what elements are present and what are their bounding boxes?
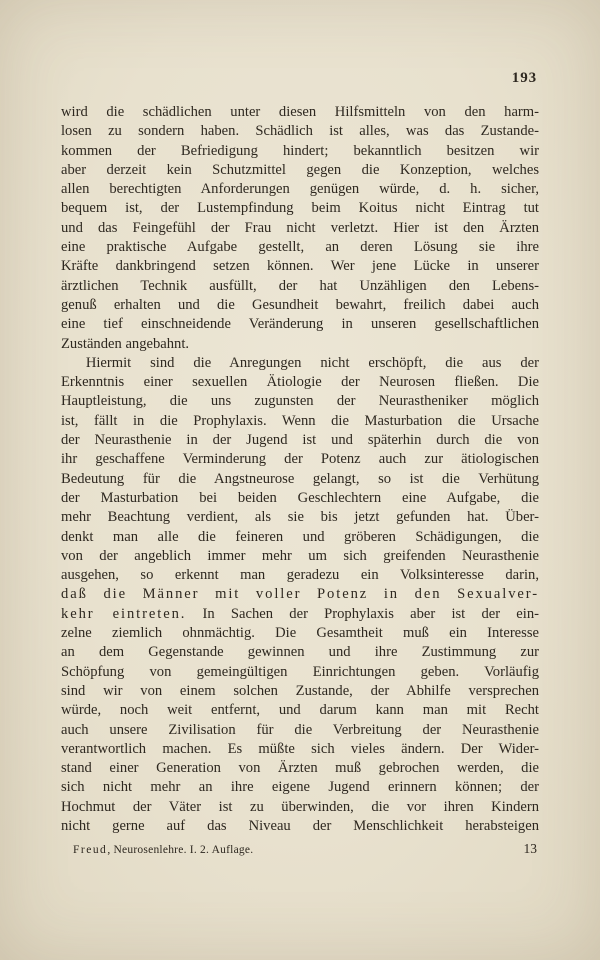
body-text: denkt man alle die feineren und gröberen Schädigungen, die: [61, 528, 539, 545]
body-text: eine tief einschneidende Veränderung in unseren gesellschaftlichen: [61, 316, 539, 333]
body-text: nicht gerne auf das Niveau der Menschlichkeit herabsteigen: [61, 817, 539, 834]
text-line: [61, 180, 539, 199]
body-text: wird die schädlichen unter diesen Hilfsmitteln von den harm-: [61, 104, 539, 120]
body-text: an dem Gegenstande gewinnen und ihre Zustimmung zur: [61, 644, 539, 661]
page-footer: [61, 841, 539, 857]
body-text: Hochmut der Väter ist zu überwinden, die vor ihren Kindern: [61, 798, 539, 815]
text-line: [61, 566, 539, 585]
body-text: zelne ziemlich ohnmächtig. Die Gesamtheit muß ein Interesse: [61, 625, 539, 642]
text-line: [61, 296, 539, 315]
text-line: [61, 257, 539, 276]
body-text: ihr geschaffene Verminderung der Potenz auch zur ätiologischen: [61, 451, 539, 468]
text-line: [61, 161, 539, 180]
body-text: Kräfte dankbringend setzen können. Wer jene Lücke in unserer: [61, 258, 539, 275]
text-line: [61, 238, 539, 257]
text-line: [61, 701, 539, 720]
body-text: losen zu sondern haben. Schädlich ist alles, was das Zustande-: [61, 123, 539, 140]
text-line: [61, 663, 539, 682]
body-text: und das Feingefühl der Frau nicht verletzt. Hier ist den Ärzten: [61, 219, 539, 236]
body-text: würde, noch weit entfernt, und darum kann man mit Recht: [61, 702, 539, 719]
text-line: [61, 798, 539, 817]
body-text: sind wir von einem solchen Zustande, der Abhilfe versprechen: [61, 682, 539, 699]
footer-signature-number: 13: [523, 841, 537, 857]
text-line: [61, 721, 539, 740]
body-text: bequem ist, der Lustempfindung beim Koitus nicht Eintrag tut: [61, 200, 539, 217]
body-text: Zuständen angebahnt.: [61, 335, 190, 352]
text-line: [61, 450, 539, 469]
text-line: [61, 122, 539, 141]
text-line: [61, 219, 539, 238]
body-text: ausgehen, so erkennt man geradezu ein Volksinteresse darin,: [61, 567, 539, 584]
body-text: Schöpfung von gemeingültigen Einrichtungen geben. Vorläufig: [61, 663, 539, 680]
text-line: [61, 199, 539, 218]
text-line: [61, 142, 539, 161]
text-line: [61, 778, 539, 797]
text-line: [61, 392, 539, 411]
body-text: kommen der Befriedigung hindert; bekanntlich besitzen wir: [61, 142, 539, 159]
text-line: [61, 508, 539, 527]
text-line: [61, 624, 539, 643]
footer-imprint: [61, 844, 253, 856]
emphasized-text: kehr eintreten.: [61, 605, 187, 622]
text-block: [61, 103, 539, 836]
body-text: der Masturbation bei beiden Geschlechtern eine Aufgabe, die: [61, 489, 539, 506]
text-line: [61, 489, 539, 508]
body-text: , Neurosenlehre. I. 2. Auflage.: [107, 844, 254, 857]
body-text: Erkenntnis einer sexuellen Ätiologie der Neurosen fließen. Die: [61, 374, 539, 391]
paragraph: [61, 103, 539, 354]
emphasized-text: daß die Männer mit voller Potenz in den Sexualver-: [61, 586, 539, 603]
text-line: [61, 605, 539, 624]
body-text: aber derzeit kein Schutzmittel gegen die Konzeption, welches: [61, 161, 539, 178]
page-content: [61, 0, 539, 857]
text-line: [61, 643, 539, 662]
text-line: [61, 740, 539, 759]
body-text: stand einer Generation von Ärzten muß gebrochen werden, die: [61, 760, 539, 777]
body-text: allen berechtigten Anforderungen genügen würde, d. h. sicher,: [61, 181, 539, 198]
paragraph: [61, 354, 539, 836]
text-line: [61, 547, 539, 566]
text-line: [61, 277, 539, 296]
body-text: auch unsere Zivilisation für die Verbreitung der Neurasthenie: [61, 721, 539, 738]
emphasized-text: Freud: [73, 844, 108, 857]
text-line: [61, 585, 539, 604]
text-line: [61, 354, 539, 373]
text-line: [61, 470, 539, 489]
body-text: ärztlichen Technik ausfüllt, der hat Unzähligen den Lebens-: [61, 277, 539, 294]
body-text: eine praktische Aufgabe gestellt, an deren Lösung sie ihre: [61, 239, 539, 256]
text-line: [61, 373, 539, 392]
body-text: von der angeblich immer mehr um sich greifenden Neurasthenie: [61, 547, 539, 564]
body-text: sich nicht mehr an ihre eigene Jugend erinnern können; der: [61, 779, 539, 796]
body-text: In Sachen der Prophylaxis aber ist der ein-: [186, 605, 539, 622]
text-line: [61, 817, 539, 836]
text-line: [61, 431, 539, 450]
body-text: Hauptleistung, die uns zugunsten der Neurastheniker möglich: [61, 393, 539, 410]
body-text: ist, fällt in die Prophylaxis. Wenn die Masturbation die Ursache: [61, 412, 539, 429]
text-line: [61, 682, 539, 701]
body-text: verantwortlich machen. Es müßte sich vieles ändern. Der Wider-: [61, 740, 539, 757]
page-number: 193: [511, 70, 537, 86]
body-text: genuß erhalten und die Gesundheit bewahrt, freilich dabei auch: [61, 296, 539, 313]
body-text: Hiermit sind die Anregungen nicht erschöpft, die aus der: [85, 354, 539, 371]
text-line: [61, 412, 539, 431]
text-line: [61, 103, 539, 122]
body-text: mehr Beachtung verdient, als sie bis jetzt gefunden hat. Über-: [61, 509, 539, 526]
body-text: Bedeutung für die Angstneurose gelangt, so ist die Verhütung: [61, 470, 539, 487]
text-line: [61, 315, 539, 334]
body-text: der Neurasthenie in der Jugend ist und späterhin durch die von: [61, 432, 539, 449]
text-line: [61, 528, 539, 547]
text-line: [61, 759, 539, 778]
text-line: [61, 335, 539, 354]
